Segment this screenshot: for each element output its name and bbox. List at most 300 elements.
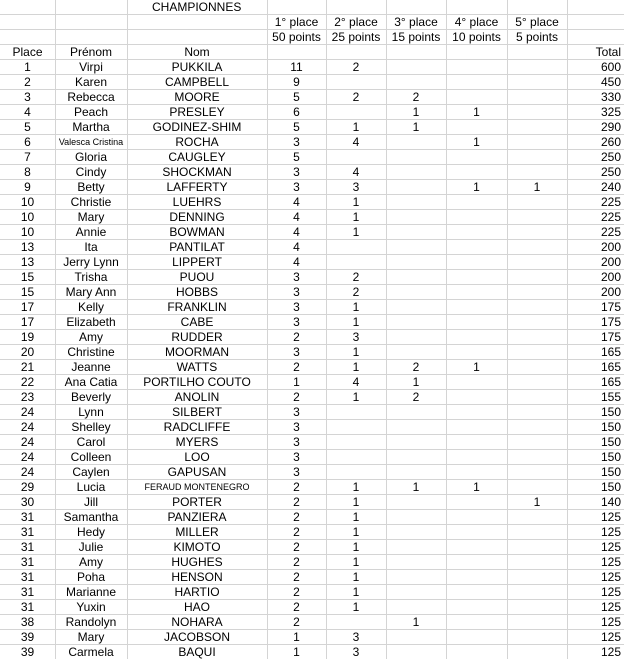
cell-p3[interactable] <box>386 255 446 270</box>
cell-p2[interactable] <box>326 240 386 255</box>
place-header-1[interactable]: 1° place <box>274 15 319 29</box>
cell-prenom[interactable]: Lynn <box>78 405 104 419</box>
cell-total[interactable]: 225 <box>600 210 621 224</box>
cell-p4[interactable] <box>446 540 507 555</box>
cell-p5[interactable] <box>507 510 567 525</box>
cell-nom[interactable]: LIPPERT <box>172 255 222 269</box>
cell-p1[interactable]: 3 <box>293 420 300 434</box>
points-header-5[interactable]: 5 points <box>515 30 559 44</box>
cell-p1[interactable]: 4 <box>293 195 300 209</box>
cell-p5[interactable]: 1 <box>533 495 541 509</box>
cell-p1[interactable]: 2 <box>293 600 300 614</box>
cell-total[interactable]: 150 <box>600 480 621 494</box>
cell-p5[interactable] <box>507 75 567 90</box>
cell-place[interactable]: 6 <box>24 135 31 149</box>
cell-prenom[interactable]: Colleen <box>70 450 112 464</box>
cell-p4[interactable] <box>446 525 507 540</box>
cell-p3[interactable] <box>386 135 446 150</box>
cell-p5[interactable] <box>507 435 567 450</box>
cell-p4[interactable] <box>446 120 507 135</box>
cell-p2[interactable]: 1 <box>352 300 360 314</box>
cell-p5[interactable] <box>507 345 567 360</box>
cell-nom[interactable]: HUGHES <box>171 555 223 569</box>
cell-nom[interactable]: ANOLIN <box>174 390 220 404</box>
cell-p1[interactable]: 5 <box>293 120 300 134</box>
cell-p2[interactable]: 1 <box>352 510 360 524</box>
cell-nom[interactable]: FRANKLIN <box>167 300 227 314</box>
cell-p3[interactable] <box>386 630 446 645</box>
cell-p2[interactable]: 2 <box>352 90 360 104</box>
cell-nom[interactable]: GODINEZ-SHIM <box>152 120 242 134</box>
cell-p5[interactable] <box>507 135 567 150</box>
cell-p2[interactable]: 1 <box>352 555 360 569</box>
cell-p2[interactable]: 1 <box>352 120 360 134</box>
cell-total[interactable]: 140 <box>600 495 621 509</box>
cell-p3[interactable] <box>386 435 446 450</box>
cell-total[interactable]: 175 <box>600 300 621 314</box>
cell-p3[interactable] <box>386 180 446 195</box>
cell-p1[interactable]: 4 <box>293 240 300 254</box>
cell-p3[interactable] <box>386 300 446 315</box>
cell-place[interactable]: 4 <box>24 105 31 119</box>
cell-nom[interactable]: CAUGLEY <box>168 150 226 164</box>
cell-p4[interactable] <box>446 210 507 225</box>
cell-p1[interactable]: 3 <box>293 135 300 149</box>
cell-p2[interactable] <box>326 255 386 270</box>
cell-p2[interactable]: 4 <box>352 375 360 389</box>
cell-p2[interactable] <box>326 450 386 465</box>
cell-place[interactable]: 31 <box>20 585 35 599</box>
cell-place[interactable]: 17 <box>20 315 35 329</box>
header-place[interactable]: Place <box>12 45 43 59</box>
cell-total[interactable]: 200 <box>600 270 621 284</box>
cell-p4[interactable] <box>446 285 507 300</box>
cell-p3[interactable] <box>386 240 446 255</box>
cell-place[interactable]: 38 <box>20 615 35 629</box>
cell-place[interactable]: 2 <box>24 75 31 89</box>
cell-p4[interactable] <box>446 345 507 360</box>
cell-p2[interactable]: 1 <box>352 195 360 209</box>
cell-place[interactable]: 24 <box>20 465 35 479</box>
cell-p4[interactable] <box>446 645 507 660</box>
cell-place[interactable]: 31 <box>20 600 35 614</box>
cell-p2[interactable]: 1 <box>352 585 360 599</box>
cell-total[interactable]: 150 <box>600 405 621 419</box>
cell-place[interactable]: 10 <box>20 195 35 209</box>
cell-place[interactable]: 10 <box>20 210 35 224</box>
cell-place[interactable]: 20 <box>20 345 35 359</box>
cell-nom[interactable]: BAQUI <box>178 645 216 659</box>
cell-prenom[interactable]: Betty <box>77 180 105 194</box>
cell-total[interactable]: 175 <box>600 315 621 329</box>
cell-prenom[interactable]: Annie <box>75 225 107 239</box>
cell-prenom[interactable]: Marianne <box>65 585 117 599</box>
cell-p4[interactable] <box>446 90 507 105</box>
cell-p2[interactable]: 3 <box>352 330 360 344</box>
cell-p3[interactable]: 1 <box>412 105 420 119</box>
cell-p5[interactable]: 1 <box>533 180 541 194</box>
cell-p1[interactable]: 3 <box>293 315 300 329</box>
cell-p4[interactable] <box>446 315 507 330</box>
cell-p3[interactable] <box>386 510 446 525</box>
cell-p4[interactable] <box>446 405 507 420</box>
cell-nom[interactable]: LOO <box>184 450 210 464</box>
cell-p3[interactable]: 1 <box>412 120 420 134</box>
cell-p2[interactable]: 1 <box>352 210 360 224</box>
cell-p3[interactable] <box>386 540 446 555</box>
cell-p3[interactable] <box>386 405 446 420</box>
cell-prenom[interactable]: Randolyn <box>65 615 117 629</box>
cell-prenom[interactable]: Poha <box>76 570 106 584</box>
cell-place[interactable]: 13 <box>20 255 35 269</box>
cell-p3[interactable] <box>386 345 446 360</box>
header-nom[interactable]: Nom <box>184 45 210 59</box>
cell-p1[interactable]: 5 <box>293 90 300 104</box>
cell-p5[interactable] <box>507 300 567 315</box>
cell-prenom[interactable]: Karen <box>74 75 108 89</box>
cell-nom[interactable]: WATTS <box>176 360 218 374</box>
cell-p1[interactable]: 3 <box>293 180 300 194</box>
cell-p3[interactable] <box>386 495 446 510</box>
cell-place[interactable]: 8 <box>24 165 31 179</box>
cell-p2[interactable] <box>326 435 386 450</box>
cell-total[interactable]: 150 <box>600 435 621 449</box>
cell-place[interactable]: 31 <box>20 540 35 554</box>
cell-p1[interactable]: 1 <box>293 630 300 644</box>
cell-total[interactable]: 125 <box>600 630 621 644</box>
cell-p2[interactable]: 1 <box>352 570 360 584</box>
cell-total[interactable]: 175 <box>600 330 621 344</box>
cell-place[interactable]: 7 <box>24 150 31 164</box>
cell-p5[interactable] <box>507 450 567 465</box>
cell-nom[interactable]: PUKKILA <box>171 60 223 74</box>
cell-p1[interactable]: 1 <box>293 645 300 659</box>
cell-p2[interactable]: 1 <box>352 525 360 539</box>
cell-total[interactable]: 125 <box>600 615 621 629</box>
cell-prenom[interactable]: Caylen <box>72 465 110 479</box>
cell-p1[interactable]: 2 <box>293 510 300 524</box>
cell-nom[interactable]: MOORMAN <box>165 345 229 359</box>
cell-p4[interactable] <box>446 255 507 270</box>
cell-total[interactable]: 330 <box>600 90 621 104</box>
cell-p1[interactable]: 3 <box>293 300 300 314</box>
cell-prenom[interactable]: Ana Catia <box>64 375 118 389</box>
cell-p5[interactable] <box>507 420 567 435</box>
cell-p4[interactable] <box>446 300 507 315</box>
place-header-3[interactable]: 3° place <box>394 15 438 29</box>
cell-p4[interactable] <box>446 465 507 480</box>
cell-place[interactable]: 31 <box>20 555 35 569</box>
cell-place[interactable]: 5 <box>24 120 31 134</box>
cell-p4[interactable] <box>446 240 507 255</box>
cell-p5[interactable] <box>507 615 567 630</box>
cell-p5[interactable] <box>507 360 567 375</box>
cell-p1[interactable]: 3 <box>293 450 300 464</box>
cell-place[interactable]: 29 <box>20 480 35 494</box>
cell-p2[interactable]: 1 <box>352 495 360 509</box>
cell-nom[interactable]: SILBERT <box>172 405 222 419</box>
cell-p2[interactable] <box>326 150 386 165</box>
cell-prenom[interactable]: Elizabeth <box>66 315 116 329</box>
cell-p4[interactable] <box>446 195 507 210</box>
cell-p2[interactable]: 1 <box>352 225 360 239</box>
cell-prenom[interactable]: Valesca Cristina <box>58 137 124 147</box>
cell-total[interactable]: 150 <box>600 465 621 479</box>
cell-nom[interactable]: KIMOTO <box>173 540 221 554</box>
cell-p3[interactable] <box>386 75 446 90</box>
cell-p3[interactable] <box>386 450 446 465</box>
cell-total[interactable]: 200 <box>600 240 621 254</box>
cell-nom[interactable]: PORTER <box>172 495 222 509</box>
cell-total[interactable]: 125 <box>600 525 621 539</box>
cell-p5[interactable] <box>507 375 567 390</box>
cell-p4[interactable] <box>446 615 507 630</box>
cell-nom[interactable]: HAO <box>183 600 210 614</box>
cell-p4[interactable]: 1 <box>473 135 480 149</box>
cell-p1[interactable]: 2 <box>293 390 300 404</box>
cell-place[interactable]: 15 <box>20 270 35 284</box>
cell-p4[interactable] <box>446 270 507 285</box>
cell-prenom[interactable]: Shelley <box>71 420 111 434</box>
cell-total[interactable]: 600 <box>600 60 621 74</box>
cell-p2[interactable]: 3 <box>352 180 360 194</box>
cell-total[interactable]: 125 <box>600 600 621 614</box>
cell-p3[interactable]: 2 <box>412 360 420 374</box>
cell-p3[interactable] <box>386 210 446 225</box>
cell-nom[interactable]: SHOCKMAN <box>162 165 232 179</box>
cell-nom[interactable]: LAFFERTY <box>166 180 228 194</box>
cell-total[interactable]: 165 <box>600 345 621 359</box>
cell-prenom[interactable]: Samantha <box>63 510 119 524</box>
cell-prenom[interactable]: Christine <box>67 345 115 359</box>
cell-total[interactable]: 260 <box>600 135 621 149</box>
sheet-title[interactable]: CHAMPIONNES <box>152 0 242 14</box>
cell-p5[interactable] <box>507 165 567 180</box>
cell-prenom[interactable]: Trisha <box>74 270 108 284</box>
cell-p1[interactable]: 2 <box>293 570 300 584</box>
cell-p5[interactable] <box>507 195 567 210</box>
cell-p1[interactable]: 6 <box>293 105 300 119</box>
cell-p4[interactable] <box>446 450 507 465</box>
cell-p4[interactable]: 1 <box>473 360 480 374</box>
cell-p1[interactable]: 3 <box>293 465 300 479</box>
cell-nom[interactable]: PANTILAT <box>169 240 225 254</box>
cell-place[interactable]: 24 <box>20 450 35 464</box>
cell-nom[interactable]: CABE <box>180 315 214 329</box>
cell-p5[interactable] <box>507 405 567 420</box>
cell-p2[interactable]: 1 <box>352 345 360 359</box>
cell-p3[interactable]: 1 <box>412 480 420 494</box>
cell-p5[interactable] <box>507 570 567 585</box>
cell-p4[interactable] <box>446 75 507 90</box>
cell-nom[interactable]: LUEHRS <box>172 195 222 209</box>
cell-p3[interactable] <box>386 420 446 435</box>
cell-p1[interactable]: 3 <box>293 345 300 359</box>
cell-prenom[interactable]: Yuxin <box>76 600 106 614</box>
cell-p3[interactable] <box>386 270 446 285</box>
cell-p1[interactable]: 4 <box>293 210 300 224</box>
cell-place[interactable]: 13 <box>20 240 35 254</box>
cell-nom[interactable]: RUDDER <box>171 330 223 344</box>
cell-p2[interactable]: 2 <box>352 60 360 74</box>
cell-p4[interactable] <box>446 390 507 405</box>
cell-p4[interactable] <box>446 435 507 450</box>
cell-place[interactable]: 21 <box>20 360 35 374</box>
cell-p1[interactable]: 3 <box>293 435 300 449</box>
cell-p2[interactable]: 2 <box>352 285 360 299</box>
cell-prenom[interactable]: Jerry Lynn <box>63 255 119 269</box>
cell-nom[interactable]: CAMPBELL <box>164 75 230 89</box>
cell-p5[interactable] <box>507 225 567 240</box>
cell-p1[interactable]: 4 <box>293 255 300 269</box>
cell-nom[interactable]: RADCLIFFE <box>163 420 231 434</box>
cell-prenom[interactable]: Carol <box>76 435 106 449</box>
header-total[interactable]: Total <box>595 45 621 59</box>
cell-p2[interactable]: 1 <box>352 360 360 374</box>
cell-nom[interactable]: HENSON <box>171 570 223 584</box>
cell-p3[interactable]: 1 <box>412 375 420 389</box>
place-header-2[interactable]: 2° place <box>334 15 378 29</box>
cell-p4[interactable] <box>446 60 507 75</box>
cell-p1[interactable]: 3 <box>293 270 300 284</box>
cell-prenom[interactable]: Carmela <box>68 645 114 659</box>
cell-prenom[interactable]: Ita <box>84 240 98 254</box>
cell-p1[interactable]: 2 <box>293 495 300 509</box>
cell-p4[interactable]: 1 <box>473 180 480 194</box>
cell-p5[interactable] <box>507 270 567 285</box>
cell-prenom[interactable]: Julie <box>78 540 104 554</box>
cell-nom[interactable]: MYERS <box>175 435 219 449</box>
cell-p3[interactable] <box>386 465 446 480</box>
cell-p1[interactable]: 3 <box>293 165 300 179</box>
cell-total[interactable]: 290 <box>600 120 621 134</box>
cell-p4[interactable] <box>446 570 507 585</box>
cell-p3[interactable] <box>386 645 446 660</box>
cell-place[interactable]: 15 <box>20 285 35 299</box>
cell-prenom[interactable]: Jeanne <box>71 360 111 374</box>
cell-p3[interactable] <box>386 555 446 570</box>
cell-p2[interactable] <box>326 615 386 630</box>
cell-p4[interactable] <box>446 150 507 165</box>
cell-p5[interactable] <box>507 285 567 300</box>
cell-p5[interactable] <box>507 585 567 600</box>
cell-p4[interactable]: 1 <box>473 480 480 494</box>
cell-p4[interactable] <box>446 495 507 510</box>
cell-p5[interactable] <box>507 525 567 540</box>
cell-p3[interactable] <box>386 600 446 615</box>
cell-total[interactable]: 125 <box>600 585 621 599</box>
cell-p3[interactable] <box>386 225 446 240</box>
cell-prenom[interactable]: Mary Ann <box>65 285 117 299</box>
cell-p5[interactable] <box>507 540 567 555</box>
cell-p2[interactable]: 1 <box>352 600 360 614</box>
cell-place[interactable]: 39 <box>20 645 35 659</box>
cell-p1[interactable]: 11 <box>290 60 303 74</box>
cell-total[interactable]: 155 <box>600 390 621 404</box>
cell-p1[interactable]: 3 <box>293 285 300 299</box>
cell-p4[interactable] <box>446 630 507 645</box>
cell-p4[interactable] <box>446 165 507 180</box>
cell-p3[interactable]: 2 <box>412 90 420 104</box>
cell-total[interactable]: 200 <box>600 255 621 269</box>
cell-place[interactable]: 1 <box>24 60 31 74</box>
cell-p5[interactable] <box>507 330 567 345</box>
cell-total[interactable]: 125 <box>600 555 621 569</box>
cell-nom[interactable]: MOORE <box>174 90 220 104</box>
cell-place[interactable]: 3 <box>24 90 31 104</box>
cell-p1[interactable]: 2 <box>293 540 300 554</box>
points-header-1[interactable]: 50 points <box>272 30 321 44</box>
cell-p1[interactable]: 2 <box>293 555 300 569</box>
cell-p5[interactable] <box>507 555 567 570</box>
cell-prenom[interactable]: Amy <box>79 555 103 569</box>
cell-p2[interactable] <box>326 420 386 435</box>
cell-p1[interactable]: 9 <box>293 75 300 89</box>
cell-p1[interactable]: 4 <box>293 225 300 239</box>
place-header-4[interactable]: 4° place <box>454 15 499 29</box>
cell-nom[interactable]: BOWMAN <box>169 225 225 239</box>
cell-p5[interactable] <box>507 480 567 495</box>
cell-total[interactable]: 165 <box>600 375 621 389</box>
cell-p3[interactable] <box>386 570 446 585</box>
cell-p2[interactable]: 1 <box>352 480 360 494</box>
cell-p4[interactable] <box>446 420 507 435</box>
cell-p2[interactable] <box>326 75 386 90</box>
cell-p2[interactable]: 1 <box>352 315 360 329</box>
cell-p2[interactable] <box>326 405 386 420</box>
cell-total[interactable]: 150 <box>600 420 621 434</box>
cell-p5[interactable] <box>507 240 567 255</box>
cell-p4[interactable] <box>446 555 507 570</box>
cell-place[interactable]: 19 <box>20 330 35 344</box>
cell-place[interactable]: 17 <box>20 300 35 314</box>
cell-prenom[interactable]: Mary <box>77 630 105 644</box>
cell-nom[interactable]: FERAUD MONTENEGRO <box>144 482 250 492</box>
cell-p2[interactable]: 1 <box>352 390 360 404</box>
cell-prenom[interactable]: Rebecca <box>67 90 115 104</box>
cell-prenom[interactable]: Mary <box>77 210 105 224</box>
cell-prenom[interactable]: Jill <box>84 495 98 509</box>
cell-total[interactable]: 125 <box>600 645 621 659</box>
cell-prenom[interactable]: Cindy <box>75 165 107 179</box>
cell-total[interactable]: 240 <box>600 180 621 194</box>
cell-place[interactable]: 23 <box>20 390 35 404</box>
cell-nom[interactable]: HARTIO <box>174 585 220 599</box>
cell-place[interactable]: 31 <box>20 510 35 524</box>
cell-prenom[interactable]: Beverly <box>70 390 111 404</box>
cell-p2[interactable]: 2 <box>352 270 360 284</box>
cell-p5[interactable] <box>507 645 567 660</box>
cell-p5[interactable] <box>507 90 567 105</box>
cell-p4[interactable] <box>446 330 507 345</box>
cell-p2[interactable]: 3 <box>352 630 360 644</box>
cell-p3[interactable]: 1 <box>412 615 420 629</box>
cell-p4[interactable]: 1 <box>473 105 480 119</box>
cell-nom[interactable]: PRESLEY <box>169 105 225 119</box>
cell-total[interactable]: 200 <box>600 285 621 299</box>
cell-prenom[interactable]: Martha <box>72 120 110 134</box>
cell-p4[interactable] <box>446 225 507 240</box>
cell-p4[interactable] <box>446 510 507 525</box>
cell-place[interactable]: 24 <box>20 435 35 449</box>
cell-p5[interactable] <box>507 255 567 270</box>
cell-place[interactable]: 22 <box>20 375 35 389</box>
cell-total[interactable]: 250 <box>600 165 621 179</box>
cell-prenom[interactable]: Amy <box>79 330 103 344</box>
cell-total[interactable]: 125 <box>600 540 621 554</box>
place-header-5[interactable]: 5° place <box>515 15 559 29</box>
cell-p1[interactable]: 2 <box>293 525 300 539</box>
